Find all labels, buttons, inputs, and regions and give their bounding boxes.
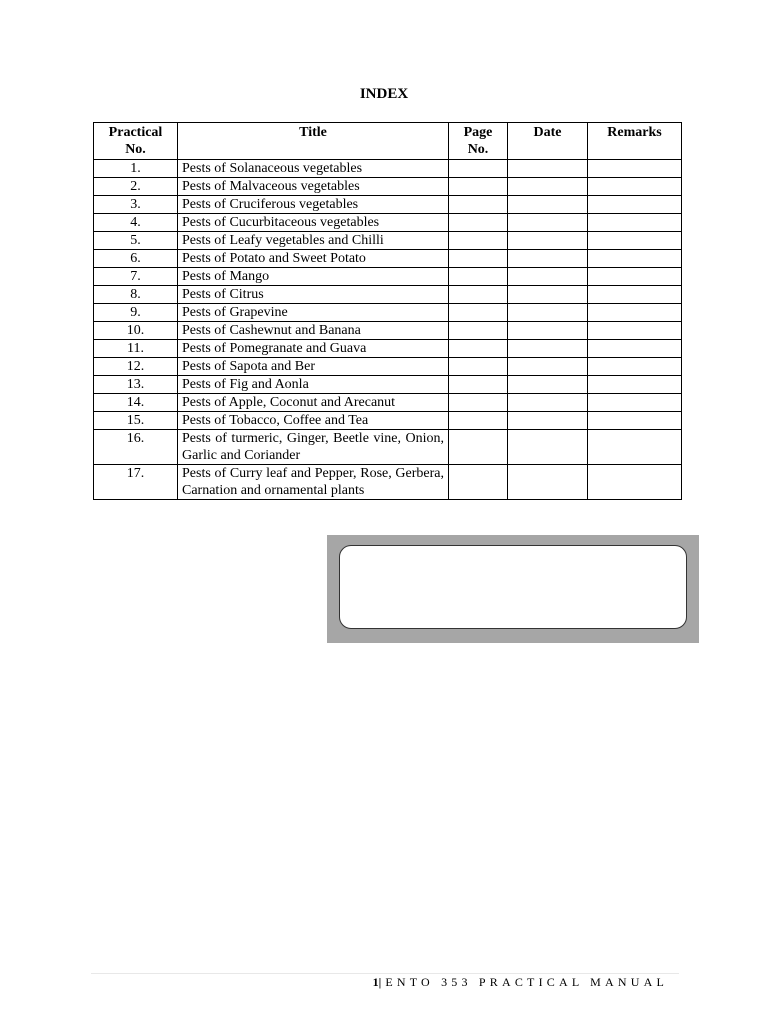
page-no-cell bbox=[449, 178, 508, 196]
date-cell bbox=[508, 214, 588, 232]
table-row bbox=[94, 178, 682, 196]
table-row bbox=[94, 394, 682, 412]
page-title: INDEX bbox=[359, 86, 409, 102]
table-row bbox=[94, 304, 682, 322]
remarks-cell bbox=[588, 358, 682, 376]
date-cell bbox=[508, 430, 588, 465]
table-row bbox=[94, 340, 682, 358]
practical-no-cell: 13. bbox=[94, 376, 178, 394]
date-cell bbox=[508, 268, 588, 286]
title-cell: Pests of Grapevine bbox=[178, 304, 449, 322]
title-cell: Pests of Citrus bbox=[178, 286, 449, 304]
remarks-cell bbox=[588, 340, 682, 358]
practical-no-cell: 17. bbox=[94, 465, 178, 500]
page-no-cell bbox=[449, 196, 508, 214]
table-row bbox=[94, 286, 682, 304]
table-row bbox=[94, 232, 682, 250]
remarks-cell bbox=[588, 304, 682, 322]
title-cell: Pests of Cashewnut and Banana bbox=[178, 322, 449, 340]
note-box-frame bbox=[327, 535, 699, 643]
note-box bbox=[339, 545, 687, 629]
header-title: Title bbox=[178, 123, 449, 160]
title-cell: Pests of turmeric, Ginger, Beetle vine, Onion, Garlic and Coriander bbox=[178, 430, 449, 465]
remarks-cell bbox=[588, 286, 682, 304]
header-page-no: Page No. bbox=[449, 123, 508, 160]
table-header-row bbox=[94, 123, 682, 160]
date-cell bbox=[508, 394, 588, 412]
footer-divider bbox=[91, 973, 679, 974]
page-number: 1| bbox=[372, 975, 382, 989]
practical-no-cell: 2. bbox=[94, 178, 178, 196]
remarks-cell bbox=[588, 322, 682, 340]
practical-no-cell: 16. bbox=[94, 430, 178, 465]
date-cell bbox=[508, 322, 588, 340]
table-row bbox=[94, 430, 682, 465]
practical-no-cell: 6. bbox=[94, 250, 178, 268]
date-cell bbox=[508, 340, 588, 358]
title-cell: Pests of Fig and Aonla bbox=[178, 376, 449, 394]
page-no-cell bbox=[449, 250, 508, 268]
date-cell bbox=[508, 358, 588, 376]
page-no-cell bbox=[449, 268, 508, 286]
header-practical-no: Practical No. bbox=[94, 123, 178, 160]
remarks-cell bbox=[588, 214, 682, 232]
remarks-cell bbox=[588, 160, 682, 178]
table-row bbox=[94, 376, 682, 394]
remarks-cell bbox=[588, 376, 682, 394]
page-no-cell bbox=[449, 232, 508, 250]
date-cell bbox=[508, 160, 588, 178]
practical-no-cell: 3. bbox=[94, 196, 178, 214]
table-row bbox=[94, 196, 682, 214]
practical-no-cell: 9. bbox=[94, 304, 178, 322]
practical-no-cell: 1. bbox=[94, 160, 178, 178]
practical-no-cell: 15. bbox=[94, 412, 178, 430]
practical-no-cell: 7. bbox=[94, 268, 178, 286]
title-cell: Pests of Solanaceous vegetables bbox=[178, 160, 449, 178]
remarks-cell bbox=[588, 178, 682, 196]
practical-no-cell: 10. bbox=[94, 322, 178, 340]
title-cell: Pests of Pomegranate and Guava bbox=[178, 340, 449, 358]
title-cell: Pests of Mango bbox=[178, 268, 449, 286]
table-row bbox=[94, 160, 682, 178]
remarks-cell bbox=[588, 268, 682, 286]
remarks-cell bbox=[588, 465, 682, 500]
remarks-cell bbox=[588, 394, 682, 412]
page-no-cell bbox=[449, 340, 508, 358]
remarks-cell bbox=[588, 250, 682, 268]
table-row bbox=[94, 358, 682, 376]
manual-title: ENTO 353 PRACTICAL MANUAL bbox=[385, 975, 668, 989]
page-no-cell bbox=[449, 322, 508, 340]
title-cell: Pests of Curry leaf and Pepper, Rose, Gerbera, Carnation and ornamental plants bbox=[178, 465, 449, 500]
date-cell bbox=[508, 376, 588, 394]
page-no-cell bbox=[449, 160, 508, 178]
practical-no-cell: 5. bbox=[94, 232, 178, 250]
table-row bbox=[94, 250, 682, 268]
title-cell: Pests of Sapota and Ber bbox=[178, 358, 449, 376]
page-no-cell bbox=[449, 394, 508, 412]
table-row bbox=[94, 465, 682, 500]
title-cell: Pests of Tobacco, Coffee and Tea bbox=[178, 412, 449, 430]
title-cell: Pests of Cucurbitaceous vegetables bbox=[178, 214, 449, 232]
date-cell bbox=[508, 465, 588, 500]
date-cell bbox=[508, 412, 588, 430]
date-cell bbox=[508, 304, 588, 322]
page-no-cell bbox=[449, 286, 508, 304]
page-footer bbox=[373, 975, 668, 990]
remarks-cell bbox=[588, 430, 682, 465]
page-no-cell bbox=[449, 430, 508, 465]
date-cell bbox=[508, 250, 588, 268]
date-cell bbox=[508, 286, 588, 304]
date-cell bbox=[508, 232, 588, 250]
remarks-cell bbox=[588, 196, 682, 214]
table-row bbox=[94, 322, 682, 340]
date-cell bbox=[508, 196, 588, 214]
practical-no-cell: 14. bbox=[94, 394, 178, 412]
practical-no-cell: 12. bbox=[94, 358, 178, 376]
table-row bbox=[94, 268, 682, 286]
practical-no-cell: 11. bbox=[94, 340, 178, 358]
title-cell: Pests of Malvaceous vegetables bbox=[178, 178, 449, 196]
header-date: Date bbox=[508, 123, 588, 160]
header-remarks: Remarks bbox=[588, 123, 682, 160]
practical-no-cell: 4. bbox=[94, 214, 178, 232]
date-cell bbox=[508, 178, 588, 196]
page-no-cell bbox=[449, 412, 508, 430]
title-cell: Pests of Apple, Coconut and Arecanut bbox=[178, 394, 449, 412]
page-no-cell bbox=[449, 304, 508, 322]
title-cell: Pests of Cruciferous vegetables bbox=[178, 196, 449, 214]
page-no-cell bbox=[449, 376, 508, 394]
remarks-cell bbox=[588, 412, 682, 430]
table-row bbox=[94, 214, 682, 232]
page-no-cell bbox=[449, 358, 508, 376]
practical-no-cell: 8. bbox=[94, 286, 178, 304]
title-cell: Pests of Leafy vegetables and Chilli bbox=[178, 232, 449, 250]
index-table bbox=[93, 122, 682, 500]
page-no-cell bbox=[449, 214, 508, 232]
remarks-cell bbox=[588, 232, 682, 250]
table-row bbox=[94, 412, 682, 430]
page-no-cell bbox=[449, 465, 508, 500]
title-cell: Pests of Potato and Sweet Potato bbox=[178, 250, 449, 268]
